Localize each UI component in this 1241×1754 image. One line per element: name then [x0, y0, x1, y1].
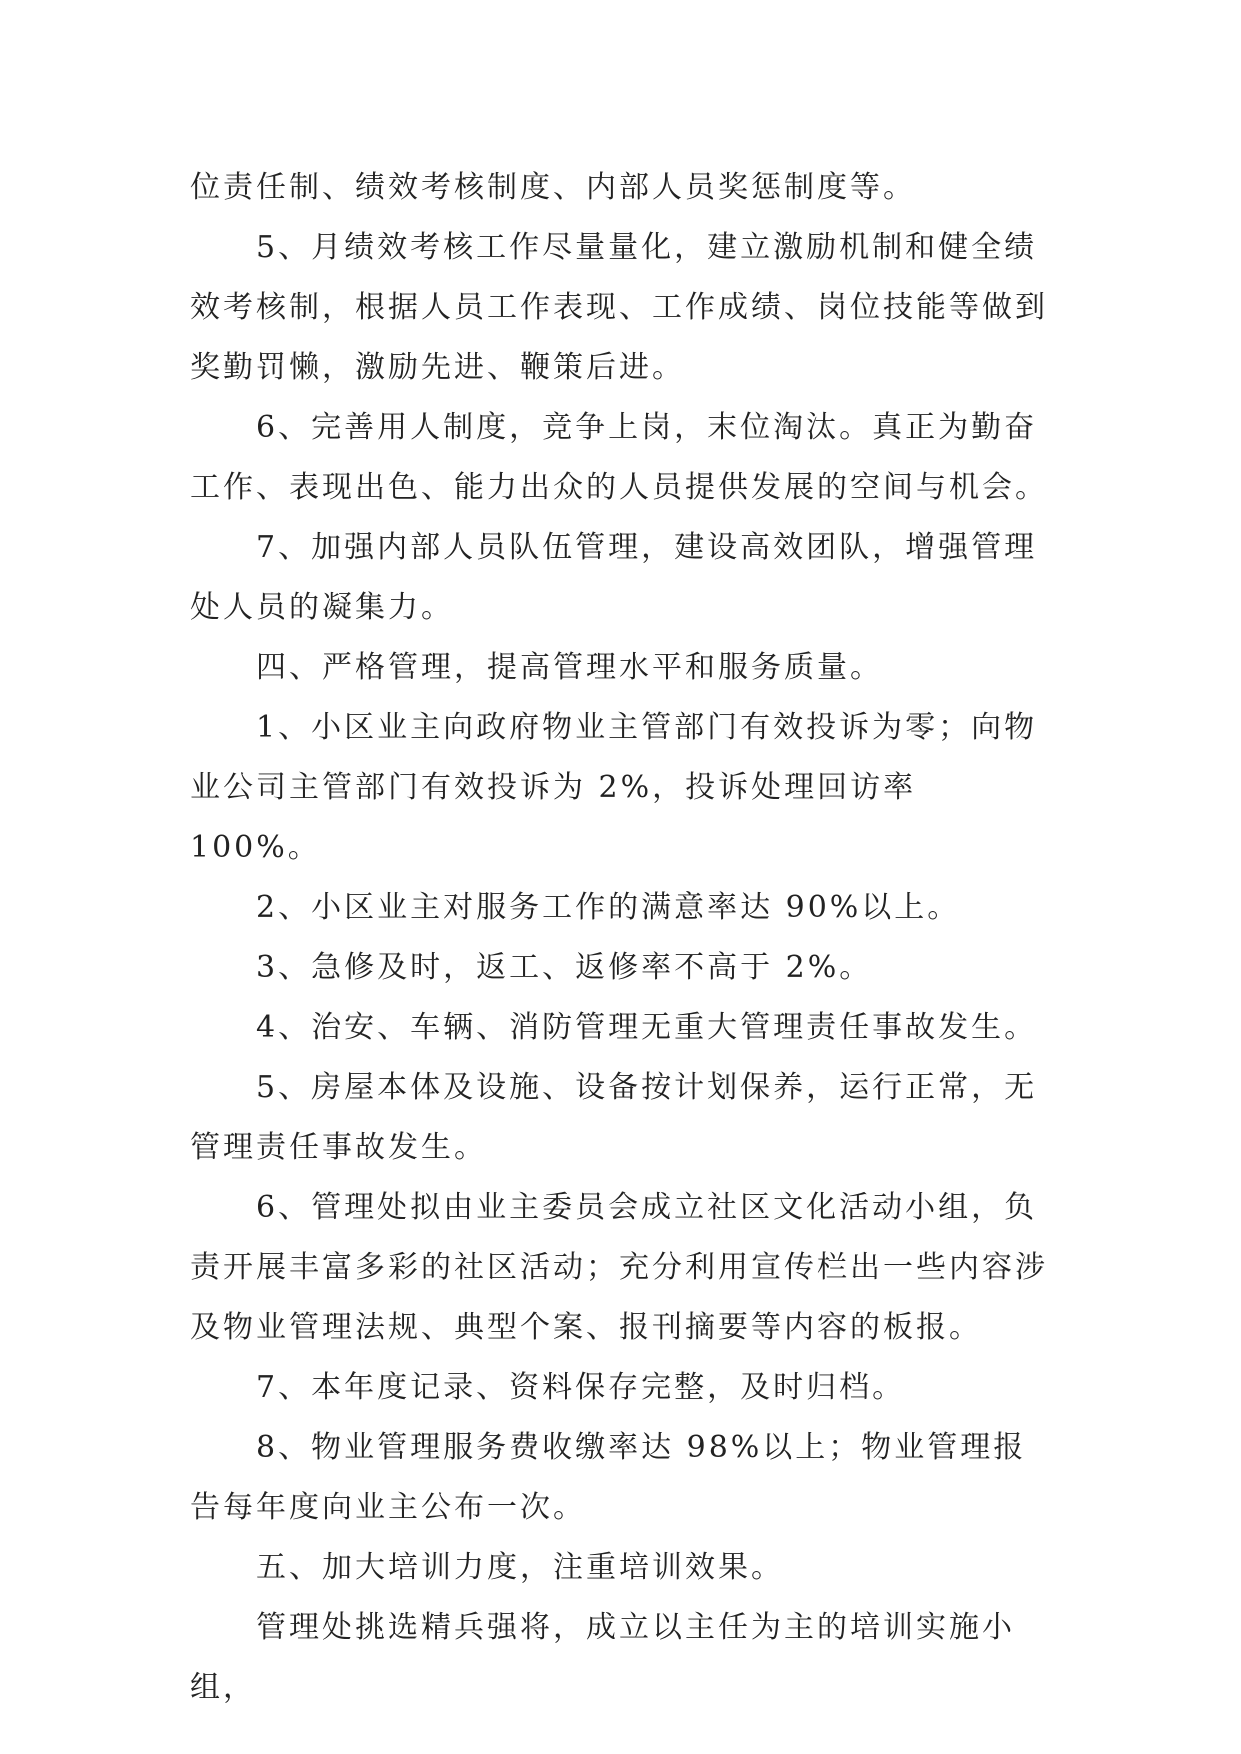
paragraph-item-8-fees: 8、物业管理服务费收缴率达 98%以上；物业管理报告每年度向业主公布一次。 — [190, 1430, 1027, 1525]
paragraph-training: 管理处挑选精兵强将，成立以主任为主的培训实施小组， — [190, 1610, 1015, 1705]
paragraph-item-7-records: 7、本年度记录、资料保存完整，及时归档。 — [256, 1370, 906, 1405]
section-heading-5: 五、加大培训力度，注重培训效果。 — [256, 1550, 784, 1585]
paragraph-continuation: 位责任制、绩效考核制度、内部人员奖惩制度等。 — [190, 170, 916, 205]
document-body — [190, 158, 1055, 1718]
paragraph-item-5-facilities: 5、房屋本体及设施、设备按计划保养，运行正常，无管理责任事故发生。 — [190, 1070, 1038, 1165]
paragraph-item-4-safety: 4、治安、车辆、消防管理无重大管理责任事故发生。 — [256, 1010, 1038, 1045]
paragraph-item-3-repairs: 3、急修及时，返工、返修率不高于 2%。 — [256, 950, 873, 985]
paragraph-item-5-performance: 5、月绩效考核工作尽量量化，建立激励机制和健全绩效考核制，根据人员工作表现、工作成绩、岗位技能等做到奖勤罚懒，激励先进、鞭策后进。 — [190, 230, 1048, 385]
section-heading-4: 四、严格管理，提高管理水平和服务质量。 — [256, 650, 883, 685]
paragraph-item-6-community: 6、管理处拟由业主委员会成立社区文化活动小组，负责开展丰富多彩的社区活动；充分利用宣传栏出一些内容涉及物业管理法规、典型个案、报刊摘要等内容的板报。 — [190, 1190, 1048, 1345]
paragraph-item-6-employment: 6、完善用人制度，竞争上岗，末位淘汰。真正为勤奋工作、表现出色、能力出众的人员提供发展的空间与机会。 — [190, 410, 1048, 505]
paragraph-item-2-satisfaction: 2、小区业主对服务工作的满意率达 90%以上。 — [256, 890, 961, 925]
paragraph-item-7-team: 7、加强内部人员队伍管理，建设高效团队，增强管理处人员的凝集力。 — [190, 530, 1038, 625]
paragraph-item-1-complaints: 1、小区业主向政府物业主管部门有效投诉为零；向物业公司主管部门有效投诉为 2%，投诉处理回访率 100%。 — [190, 710, 1038, 865]
